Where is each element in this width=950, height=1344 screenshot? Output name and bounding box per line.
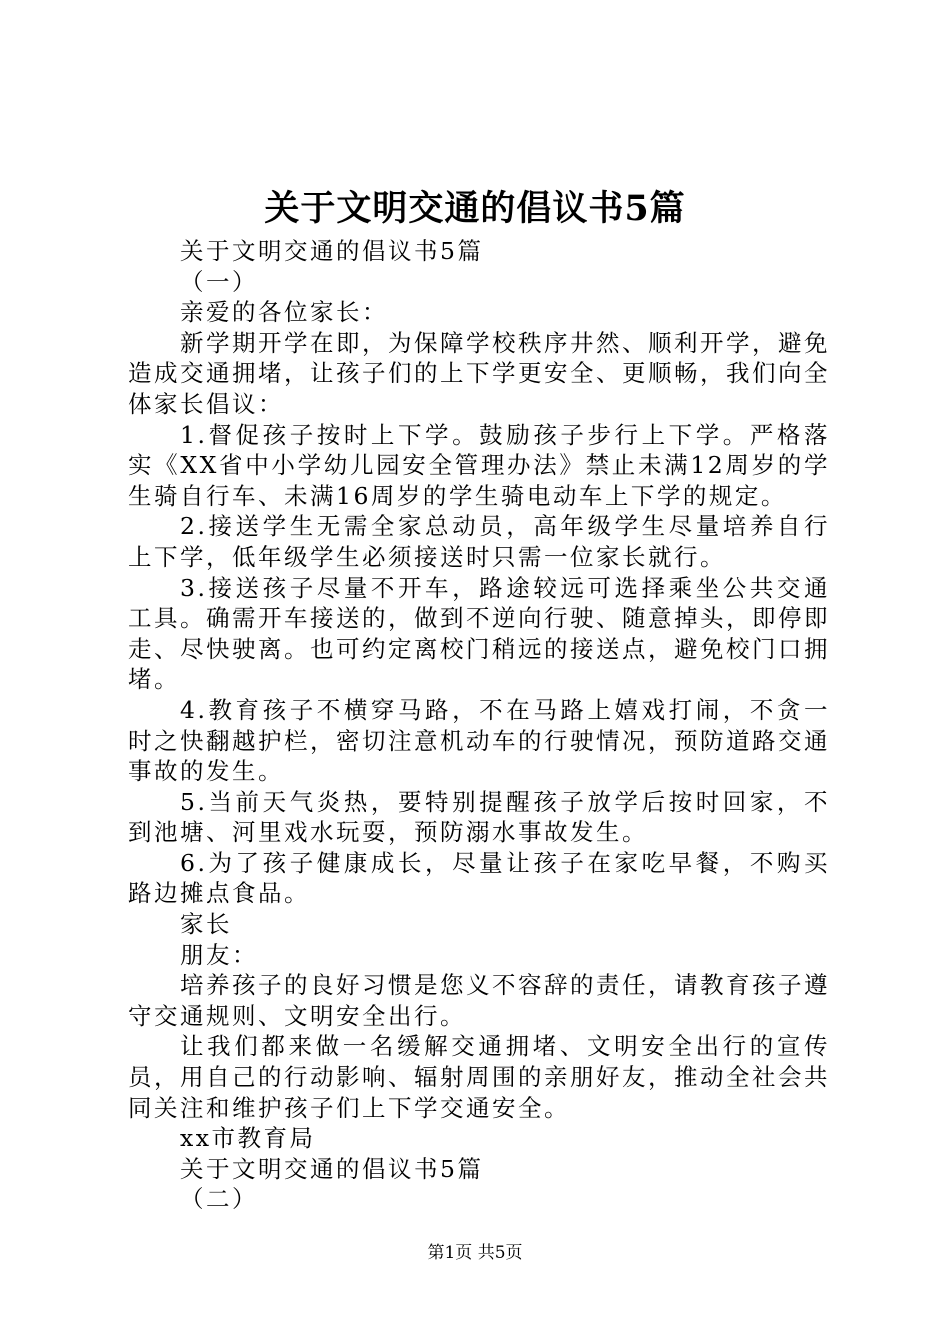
- document-body: [128, 236, 830, 1215]
- paragraph-call-to-action: 让我们都来做一名缓解交通拥堵、文明安全出行的宣传员，用自己的行动影响、辐射周围的亲朋好友，推动全社会共同关注和维护孩子们上下学交通安全。: [128, 1032, 830, 1122]
- paragraph-item-6: 6.为了孩子健康成长，尽量让孩子在家吃早餐，不购买路边摊点食品。: [128, 848, 830, 908]
- paragraph-item-2: 2.接送学生无需全家总动员，高年级学生尽量培养自行上下学，低年级学生必须接送时只需一位家长就行。: [128, 512, 830, 571]
- paragraph-item-3: 3.接送孩子尽量不开车，路途较远可选择乘坐公共交通工具。确需开车接送的，做到不逆向行驶、随意掉头，即停即走、尽快驶离。也可约定离校门稍远的接送点，避免校门口拥堵。: [128, 573, 830, 694]
- paragraph-habits: 培养孩子的良好习惯是您义不容辞的责任，请教育孩子遵守交通规则、文明安全出行。: [128, 971, 830, 1030]
- paragraph-subtitle-2: 关于文明交通的倡议书5篇: [180, 1154, 484, 1183]
- paragraph-section-one: （一）: [180, 267, 258, 296]
- paragraph-item-4: 4.教育孩子不横穿马路，不在马路上嬉戏打闹，不贪一时之快翻越护栏，密切注意机动车的行驶情况，预防道路交通事故的发生。: [128, 695, 830, 786]
- paragraph-subtitle: 关于文明交通的倡议书5篇: [180, 237, 484, 265]
- paragraph-item-5: 5.当前天气炎热，要特别提醒孩子放学后按时回家，不到池塘、河里戏水玩耍，预防溺水事故发生。: [128, 787, 830, 847]
- paragraph-friends: 朋友：: [180, 940, 258, 969]
- paragraph-section-two: （二）: [180, 1185, 258, 1214]
- paragraph-parents: 家长: [180, 910, 232, 939]
- paragraph-intro: 新学期开学在即，为保障学校秩序井然、顺利开学，避免造成交通拥堵，让孩子们的上下学更安全、更顺畅，我们向全体家长倡议：: [128, 328, 830, 418]
- paragraph-item-1: 1.督促孩子按时上下学。鼓励孩子步行上下学。严格落实《XX省中小学幼儿园安全管理办法》禁止未满12周岁的学生骑自行车、未满16周岁的学生骑电动车上下学的规定。: [128, 420, 830, 510]
- page-number: 第1页 共5页: [427, 1243, 523, 1263]
- paragraph-signature: xx市教育局: [180, 1124, 316, 1153]
- paragraph-salutation: 亲爱的各位家长：: [180, 298, 388, 327]
- document-title: 关于文明交通的倡议书5篇: [264, 188, 686, 229]
